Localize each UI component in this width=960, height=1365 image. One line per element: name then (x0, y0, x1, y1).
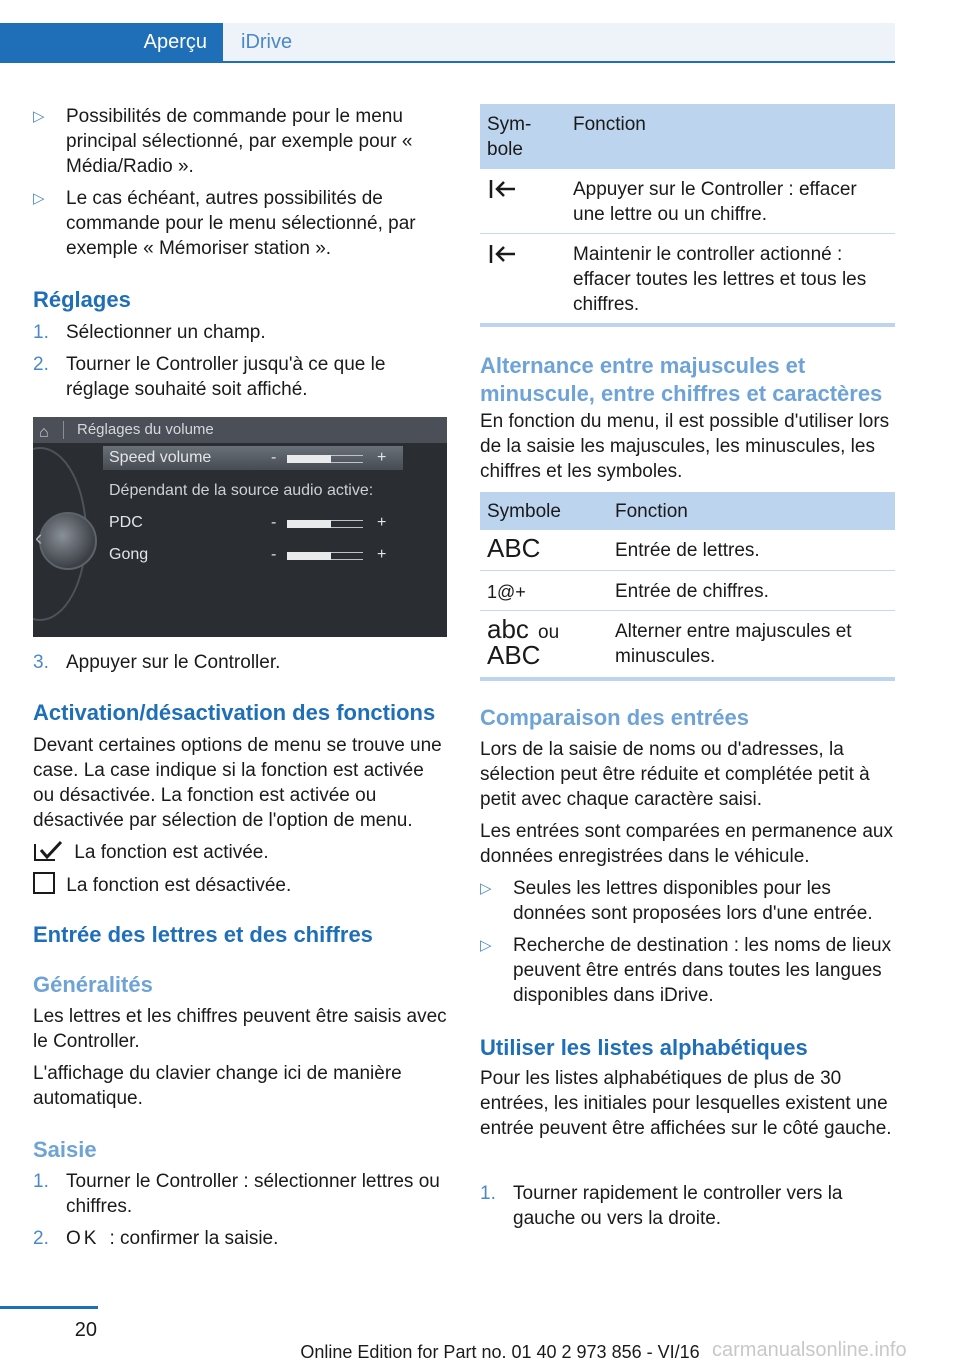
table1-col-function: Fonction (573, 114, 646, 135)
triangle-bullet-icon: ▷ (33, 108, 45, 125)
screen-row-source: Dépendant de la source audio active: (109, 482, 374, 499)
list-item: 1. Sélectionner un champ. (33, 322, 266, 343)
table1-end-rule (480, 323, 895, 327)
saisie-steps (33, 1169, 447, 1251)
slider-fill (287, 455, 331, 463)
delete-char-icon (488, 177, 518, 201)
uppercase-mode-icon: ABC (487, 640, 541, 670)
table-row: abc ou ABC Alterner entre majuscules et minuscules. (487, 614, 852, 670)
table-row: Maintenir le controller actionné : effacer toutes les lettres et tous les chiffres. (480, 234, 895, 322)
list-item: 3. Appuyer sur le Controller. (33, 652, 281, 673)
heading-activation: Activation/désactivation des fonctions (33, 700, 436, 725)
table2-end-rule (480, 677, 895, 681)
plus-icon: + (377, 514, 387, 531)
alternance-text: En fonction du menu, il est possible d'utiliser lors de la saisie les majuscules, les minuscules, les chiffres et les symboles. (480, 411, 890, 482)
activated-line: La fonction est activée. (33, 840, 447, 865)
listes-steps (480, 1181, 895, 1231)
heading-alternance: Alternance entre majuscules et minuscule, entre chiffres et caractères (480, 353, 883, 406)
reglages-step-3 (33, 650, 447, 675)
list-item: ▷ Seules les lettres disponibles pour les données sont proposées lors d'une entrée. (480, 878, 873, 924)
page-number: 20 (74, 1319, 97, 1341)
footer-rule (0, 1306, 98, 1309)
table1-col-symbol: Sym-bole (487, 114, 532, 160)
heading-listes: Utiliser les listes alphabétiques (480, 1035, 808, 1060)
letters-mode-icon: ABC (487, 533, 541, 563)
heading-comparaison: Comparaison des entrées (480, 705, 749, 730)
list-item: 2. Tourner le Controller jusqu'à ce que le réglage souhaité soit affiché. (33, 354, 386, 400)
table1-header (480, 104, 895, 169)
slider-fill (287, 552, 331, 560)
slider-fill (287, 520, 331, 528)
numbers-mode-icon: 1@+ (487, 582, 526, 602)
controller-knob-icon (39, 512, 97, 570)
table-row: 1@+ Entrée de chiffres. (480, 571, 895, 611)
minus-icon: - (271, 514, 277, 531)
reglages-steps (33, 320, 447, 402)
heading-reglages: Réglages (33, 287, 131, 312)
plus-icon: + (377, 546, 387, 563)
listes-text: Pour les listes alphabétiques de plus de 30 entrées, les initiales pour lesquelles existent une entrée peuvent être affichées sur le côté gauche. (480, 1068, 892, 1139)
triangle-bullet-icon: ▷ (33, 190, 45, 207)
general-text-1: Les lettres et les chiffres peuvent être saisis avec le Controller. (33, 1006, 447, 1052)
checkbox-checked-icon (33, 840, 65, 862)
screen-row-pdc: PDC (109, 514, 143, 531)
list-item: 1. Tourner le Controller : sélectionner lettres ou chiffres. (33, 1171, 440, 1217)
triangle-bullet-icon: ▷ (480, 880, 492, 897)
heading-saisie: Saisie (33, 1137, 97, 1162)
volume-settings-screenshot (33, 417, 447, 637)
ok-icon: OK (66, 1228, 100, 1249)
plus-icon: + (377, 449, 387, 466)
volume-slider (287, 455, 363, 463)
screen-divider (63, 421, 64, 439)
comparaison-text-2: Les entrées sont comparées en permanence aux données enregistrées dans le véhicule. (480, 821, 893, 867)
triangle-bullet-icon: ▷ (480, 937, 492, 954)
heading-generalites: Généralités (33, 972, 153, 997)
list-item: 2. OK : confirmer la saisie. (33, 1228, 279, 1249)
delete-all-icon (488, 242, 518, 266)
screen-row-speed-volume: Speed volume (109, 449, 212, 466)
online-edition-text: Online Edition for Part no. 01 40 2 973 856 - VI/16 (300, 1342, 700, 1362)
tab-idrive[interactable]: iDrive (223, 23, 895, 61)
minus-icon: - (271, 449, 277, 466)
general-text-2: L'affichage du clavier change ici de manière automatique. (33, 1063, 402, 1109)
screen-title: Réglages du volume (77, 421, 214, 438)
table2-col-function: Fonction (615, 501, 688, 522)
checkbox-empty-icon (33, 872, 55, 894)
screen-row-gong: Gong (109, 546, 149, 563)
gong-slider (287, 552, 363, 560)
tab-apercu[interactable]: Aperçu (0, 23, 223, 61)
minus-icon: - (271, 546, 277, 563)
lowercase-mode-icon: abc (487, 614, 529, 644)
activation-text: Devant certaines options de menu se trouve une case. La case indique si la fonction est activée ou désactivée. La fonction est activée ou désactivée par sélection de l'option de menu. (33, 735, 442, 831)
table-row: ABC Entrée de lettres. (480, 530, 895, 571)
chevron-left-icon: ‹ (35, 525, 43, 550)
header-tabs (0, 23, 895, 63)
list-item: ▷ Recherche de destination : les noms de lieux peuvent être entrés dans toutes les langues disponibles dans iDrive. (480, 935, 892, 1006)
list-item: ▷ Possibilités de commande pour le menu principal sélectionné, par exemple pour « Média/Radio ». (33, 106, 413, 177)
left-bullet-list (33, 104, 447, 261)
table2-header (480, 492, 895, 530)
table-row: Appuyer sur le Controller : effacer une lettre ou un chiffre. (480, 169, 895, 234)
table2-col-symbol: Symbole (487, 501, 561, 522)
comparaison-text-1: Lors de la saisie de noms ou d'adresses, la sélection peut être réduite et complétée petit à petit avec chaque caractère saisi. (480, 739, 870, 810)
comparaison-bullets (480, 876, 895, 1008)
list-item: ▷ Le cas échéant, autres possibilités de commande pour le menu sélectionné, par exemple « Mémoriser station ». (33, 188, 416, 259)
list-item: 1. Tourner rapidement le controller vers la gauche ou vers la droite. (480, 1183, 843, 1229)
heading-entree: Entrée des lettres et des chiffres (33, 922, 373, 947)
header-divider (0, 61, 895, 63)
pdc-slider (287, 520, 363, 528)
watermark: carmanualsonline.info (712, 1339, 907, 1361)
deactivated-line: La fonction est désactivée. (33, 872, 447, 898)
home-icon: ⌂ (39, 424, 49, 441)
